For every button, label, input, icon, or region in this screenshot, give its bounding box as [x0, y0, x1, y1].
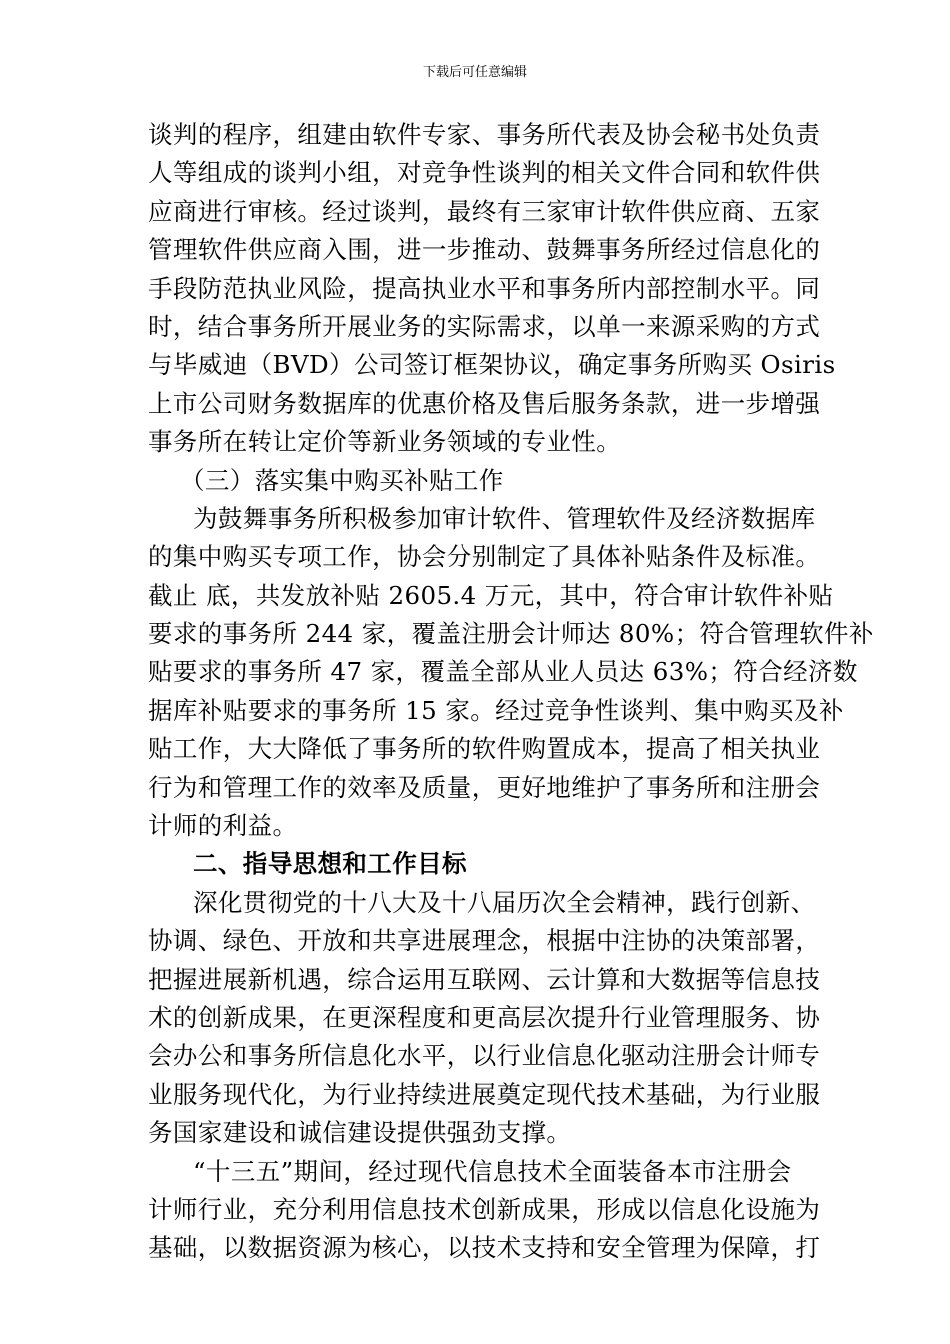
paragraph-line: 时，结合事务所开展业务的实际需求，以单一来源采购的方式	[148, 311, 821, 341]
paragraph-line: 深化贯彻党的十八大及十八届历次全会精神，践行创新、	[193, 887, 816, 917]
paragraph-line: 术的创新成果，在更深程度和更高层次提升行业管理服务、协	[148, 1002, 821, 1032]
page-header: 下载后可任意编辑	[422, 65, 527, 80]
paragraph-line: 手段防范执业风险，提高执业水平和事务所内部控制水平。同	[148, 273, 821, 303]
paragraph-line: 贴要求的事务所 47 家，覆盖全部从业人员达 63%；符合经济数	[148, 657, 858, 687]
paragraph-line: 会办公和事务所信息化水平，以行业信息化驱动注册会计师专	[148, 1041, 821, 1071]
paragraph-line: 业服务现代化，为行业持续进展奠定现代技术基础，为行业服	[148, 1079, 821, 1109]
paragraph-line: 上市公司财务数据库的优惠价格及售后服务条款，进一步增强	[148, 388, 821, 418]
paragraph-line: 人等组成的谈判小组，对竞争性谈判的相关文件合同和软件供	[148, 158, 821, 188]
paragraph-line: 的集中购买专项工作，协会分别制定了具体补贴条件及标准。	[148, 542, 821, 572]
paragraph-line: 把握进展新机遇，综合运用互联网、云计算和大数据等信息技	[148, 964, 821, 994]
document-body	[148, 116, 874, 1268]
section-heading: 二、指导思想和工作目标	[193, 849, 467, 879]
paragraph-line: 谈判的程序，组建由软件专家、事务所代表及协会秘书处负责	[148, 120, 821, 149]
paragraph-line: 务国家建设和诚信建设提供强劲支撑。	[148, 1118, 572, 1148]
paragraph-line: 计师的利益。	[148, 811, 298, 841]
paragraph-line: 贴工作，大大降低了事务所的软件购置成本，提高了相关执业	[148, 734, 821, 764]
paragraph-line: “十三五”期间，经过现代信息技术全面装备本市注册会	[193, 1156, 792, 1186]
paragraph-line: 计师行业，充分利用信息技术创新成果，形成以信息化设施为	[148, 1194, 821, 1224]
paragraph-line: 事务所在转让定价等新业务领域的专业性。	[148, 427, 622, 457]
paragraph-line: 截止 底，共发放补贴 2605.4 万元，其中，符合审计软件补贴	[148, 580, 834, 610]
paragraph-line: 管理软件供应商入围，进一步推动、鼓舞事务所经过信息化的	[148, 235, 821, 265]
paragraph-line: 基础，以数据资源为核心，以技术支持和安全管理为保障，打	[148, 1233, 821, 1263]
paragraph-line: 行为和管理工作的效率及质量，更好地维护了事务所和注册会	[148, 772, 821, 802]
paragraph-line: 应商进行审核。经过谈判，最终有三家审计软件供应商、五家	[148, 196, 821, 226]
paragraph-line: （三）落实集中购买补贴工作	[180, 465, 504, 495]
paragraph-line: 据库补贴要求的事务所 15 家。经过竞争性谈判、集中购买及补	[148, 695, 844, 725]
paragraph-line: 协调、绿色、开放和共享进展理念，根据中注协的决策部署，	[148, 926, 821, 956]
paragraph-line: 要求的事务所 244 家，覆盖注册会计师达 80%；符合管理软件补	[148, 619, 874, 649]
paragraph-line: 为鼓舞事务所积极参加审计软件、管理软件及经济数据库	[193, 503, 816, 533]
paragraph-line: 与毕威迪（BVD）公司签订框架协议，确定事务所购买 Osiris	[148, 350, 836, 380]
